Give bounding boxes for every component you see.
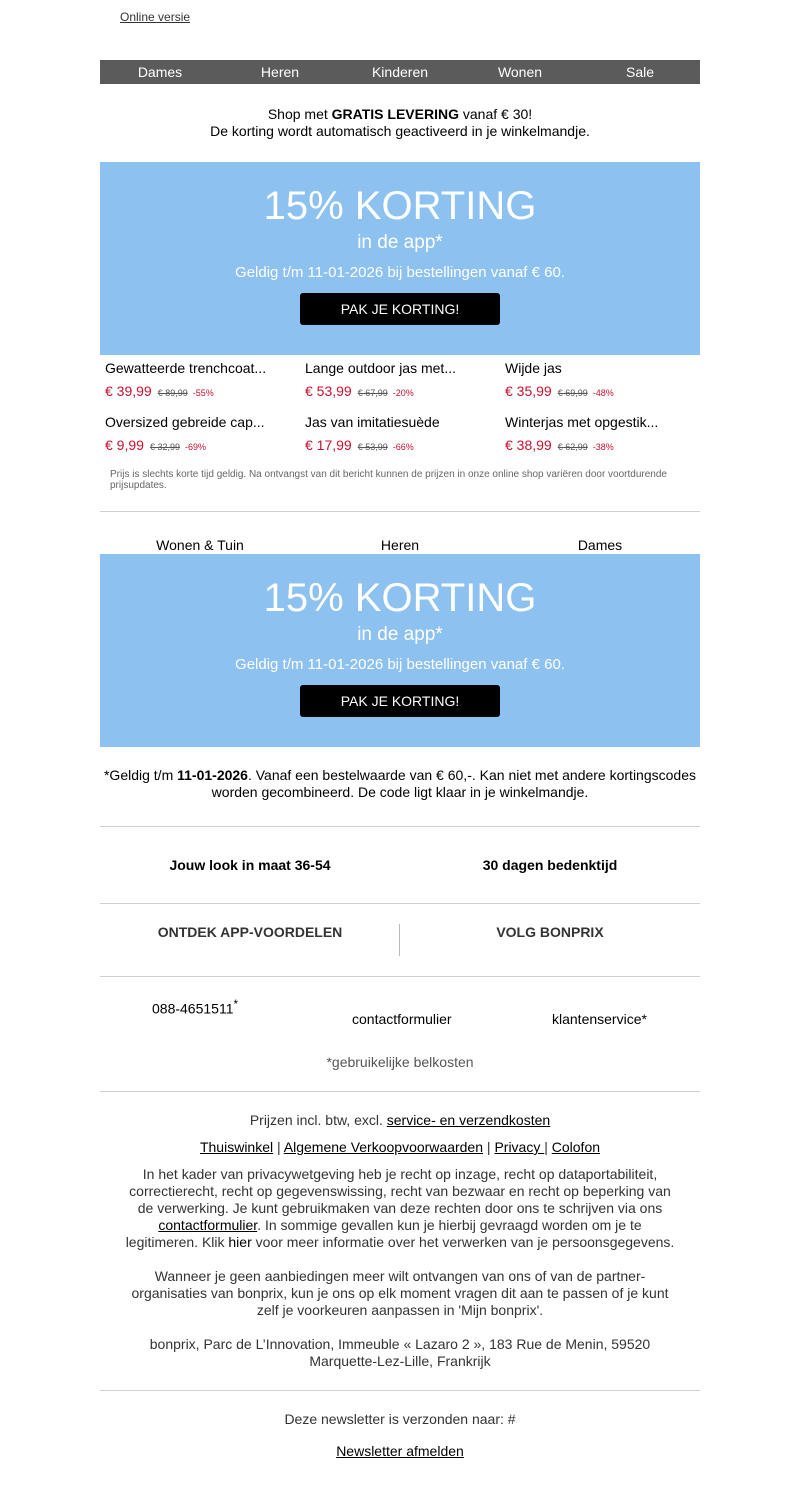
product-card[interactable] bbox=[300, 414, 500, 468]
divider bbox=[100, 903, 700, 904]
product-price: € 9,99 bbox=[105, 437, 144, 453]
product-prices bbox=[305, 383, 500, 399]
unsubscribe-info: Wanneer je geen aanbiedingen meer wilt ontvangen van ons of van de partner-organisaties van bonprix, kun je ons op elk moment vragen dit aan te passen of je kunt zelf je voorkeuren aanpassen in 'Mijn bonprix'. bbox=[131, 1268, 669, 1318]
divider bbox=[100, 1390, 700, 1391]
product-prices bbox=[105, 383, 300, 399]
nav-item-heren[interactable]: Heren bbox=[260, 64, 300, 80]
unsubscribe-row bbox=[100, 1443, 700, 1460]
product-card[interactable] bbox=[500, 414, 700, 468]
product-name: Oversized gebreide cap... bbox=[105, 414, 265, 430]
price-disclaimer: Prijs is slechts korte tijd geldig. Na ontvangst van dit bericht kunnen de prijzen in onze online shop variëren door voortdurende prijsupdates. bbox=[110, 469, 667, 491]
product-price: € 35,99 bbox=[505, 383, 552, 399]
shipping-costs-link[interactable]: service- en verzendkosten bbox=[386, 1112, 551, 1128]
product-prices bbox=[505, 437, 700, 453]
product-discount: -48% bbox=[592, 388, 614, 398]
get-discount-button[interactable]: PAK JE KORTING! bbox=[300, 293, 500, 325]
product-price: € 38,99 bbox=[505, 437, 552, 453]
nav-item-kinderen[interactable]: Kinderen bbox=[371, 64, 429, 80]
thuiswinkel-link[interactable]: Thuiswinkel bbox=[199, 1139, 274, 1155]
product-card[interactable] bbox=[300, 360, 500, 414]
footer-prices-text: Prijzen incl. btw, excl. bbox=[249, 1112, 387, 1128]
phone-number: 088-4651511 bbox=[152, 1000, 234, 1017]
category-links bbox=[100, 537, 700, 553]
vertical-divider bbox=[399, 924, 400, 956]
app-follow-row bbox=[100, 924, 700, 940]
free-delivery-intro bbox=[100, 106, 700, 140]
follow-bonprix-link[interactable]: VOLG BONPRIX bbox=[496, 924, 604, 940]
promo-validity: Geldig t/m 11-01-2026 bij bestellingen vanaf € 60. bbox=[235, 656, 565, 673]
product-prices bbox=[105, 437, 300, 453]
contact-row bbox=[100, 997, 700, 1037]
product-prices bbox=[305, 437, 500, 453]
get-discount-button[interactable]: PAK JE KORTING! bbox=[300, 685, 500, 717]
footer-legal-links: Thuiswinkel | Algemene Verkoopvoorwaarden | Privacy | Colofon bbox=[199, 1139, 601, 1155]
privacy-info-link[interactable]: hier bbox=[228, 1234, 252, 1250]
product-card[interactable] bbox=[100, 360, 300, 414]
intro-text: vanaf € 30! bbox=[458, 106, 533, 122]
promo-validity: Geldig t/m 11-01-2026 bij bestellingen vanaf € 60. bbox=[235, 264, 565, 281]
privacy-link[interactable]: Privacy bbox=[494, 1139, 545, 1155]
free-delivery-line bbox=[100, 106, 700, 123]
category-link-dames[interactable]: Dames bbox=[577, 537, 623, 553]
app-benefits-link[interactable]: ONTDEK APP-VOORDELEN bbox=[157, 924, 343, 940]
promo-subtitle: in de app* bbox=[357, 232, 443, 253]
privacy-contact-form-link[interactable]: contactformulier bbox=[158, 1217, 258, 1233]
privacy-text: In het kader van privacywetgeving heb je recht op inzage, recht op dataportabiliteit, correctierecht, recht op gegevenswissing, recht van bezwaar en recht op beperking van de verwerking. Je kunt gebruikmaken van deze rechten door ons te schrijven via ons bbox=[129, 1166, 671, 1216]
category-link-wonen-tuin[interactable]: Wonen & Tuin bbox=[156, 537, 244, 553]
product-discount: -20% bbox=[392, 388, 414, 398]
product-old-price: € 32,99 bbox=[149, 442, 180, 452]
phone-footnote-mark: * bbox=[233, 998, 239, 1011]
colofon-link[interactable]: Colofon bbox=[551, 1139, 601, 1155]
promo-title: 15% KORTING bbox=[263, 576, 537, 620]
product-old-price: € 67,99 bbox=[357, 388, 388, 398]
nav-item-sale[interactable]: Sale bbox=[625, 64, 655, 80]
usp-sizes: Jouw look in maat 36-54 bbox=[169, 857, 331, 873]
terms-date: 11-01-2026 bbox=[177, 767, 248, 783]
product-old-price: € 53,99 bbox=[357, 442, 388, 452]
product-grid bbox=[100, 360, 700, 468]
phone-link[interactable] bbox=[152, 998, 238, 1017]
product-row bbox=[100, 414, 700, 468]
product-name: Gewatteerde trenchcoat... bbox=[105, 360, 267, 376]
intro-bold: GRATIS LEVERING bbox=[331, 106, 459, 122]
promo-terms bbox=[100, 767, 700, 801]
terms-text: . Vanaf een bestelwaarde van € 60,-. Kan niet met andere kortingscodes worden gecombineerd. De code ligt klaar in je winkelmandje. bbox=[211, 767, 696, 800]
product-price: € 53,99 bbox=[305, 383, 352, 399]
divider bbox=[100, 826, 700, 827]
privacy-statement bbox=[122, 1166, 678, 1251]
sent-to-notice: Deze newsletter is verzonden naar: # bbox=[284, 1411, 516, 1427]
product-row bbox=[100, 360, 700, 414]
promo-subtitle: in de app* bbox=[357, 624, 443, 645]
company-address: bonprix, Parc de L’Innovation, Immeuble « Lazaro 2 », 183 Rue de Menin, 59520 Marquette-Lez-Lille, Frankrijk bbox=[149, 1336, 651, 1369]
product-name: Jas van imitatiesuède bbox=[305, 414, 440, 430]
nav-item-dames[interactable]: Dames bbox=[137, 64, 183, 80]
product-name: Winterjas met opgestik... bbox=[505, 414, 659, 430]
product-card[interactable] bbox=[500, 360, 700, 414]
product-discount: -55% bbox=[192, 388, 214, 398]
product-price: € 17,99 bbox=[305, 437, 352, 453]
promo-title: 15% KORTING bbox=[263, 184, 537, 228]
product-old-price: € 62,99 bbox=[557, 442, 588, 452]
footer-prices bbox=[100, 1112, 700, 1129]
divider bbox=[100, 511, 700, 512]
product-old-price: € 89,99 bbox=[157, 388, 188, 398]
divider bbox=[100, 976, 700, 977]
privacy-text: voor meer informatie over het verwerken van je persoonsgegevens. bbox=[251, 1234, 675, 1250]
privacy-text: . In sommige gevallen kun je hierbij gevraagd worden om je te legitimeren. Klik bbox=[125, 1217, 642, 1250]
usp-return-period: 30 dagen bedenktijd bbox=[482, 857, 618, 873]
call-cost-note: *gebruikelijke belkosten bbox=[326, 1054, 474, 1070]
product-discount: -69% bbox=[184, 442, 206, 452]
app-discount-banner[interactable] bbox=[100, 162, 700, 355]
online-version-link[interactable]: Online versie bbox=[120, 10, 191, 24]
product-old-price: € 69,99 bbox=[557, 388, 588, 398]
product-discount: -66% bbox=[392, 442, 414, 452]
divider bbox=[100, 1091, 700, 1092]
category-link-heren[interactable]: Heren bbox=[380, 537, 420, 553]
product-price: € 39,99 bbox=[105, 383, 152, 399]
auto-discount-line: De korting wordt automatisch geactiveerd in je winkelmandje. bbox=[210, 123, 590, 139]
intro-text: Shop met bbox=[267, 106, 332, 122]
contact-form-link[interactable]: contactformulier bbox=[352, 1011, 452, 1027]
nav-item-wonen[interactable]: Wonen bbox=[497, 64, 543, 80]
product-card[interactable] bbox=[100, 414, 300, 468]
customer-service-link[interactable]: klantenservice* bbox=[552, 1011, 647, 1027]
product-prices bbox=[505, 383, 700, 399]
product-name: Wijde jas bbox=[505, 360, 562, 376]
unsubscribe-link[interactable]: Newsletter afmelden bbox=[336, 1443, 464, 1459]
usp-row bbox=[100, 857, 700, 873]
product-discount: -38% bbox=[592, 442, 614, 452]
product-name: Lange outdoor jas met... bbox=[305, 360, 456, 376]
main-nav bbox=[100, 60, 700, 84]
app-discount-banner[interactable] bbox=[100, 554, 700, 747]
terms-of-sale-link[interactable]: Algemene Verkoopvoorwaarden bbox=[283, 1139, 484, 1155]
terms-text: *Geldig t/m bbox=[103, 767, 178, 783]
